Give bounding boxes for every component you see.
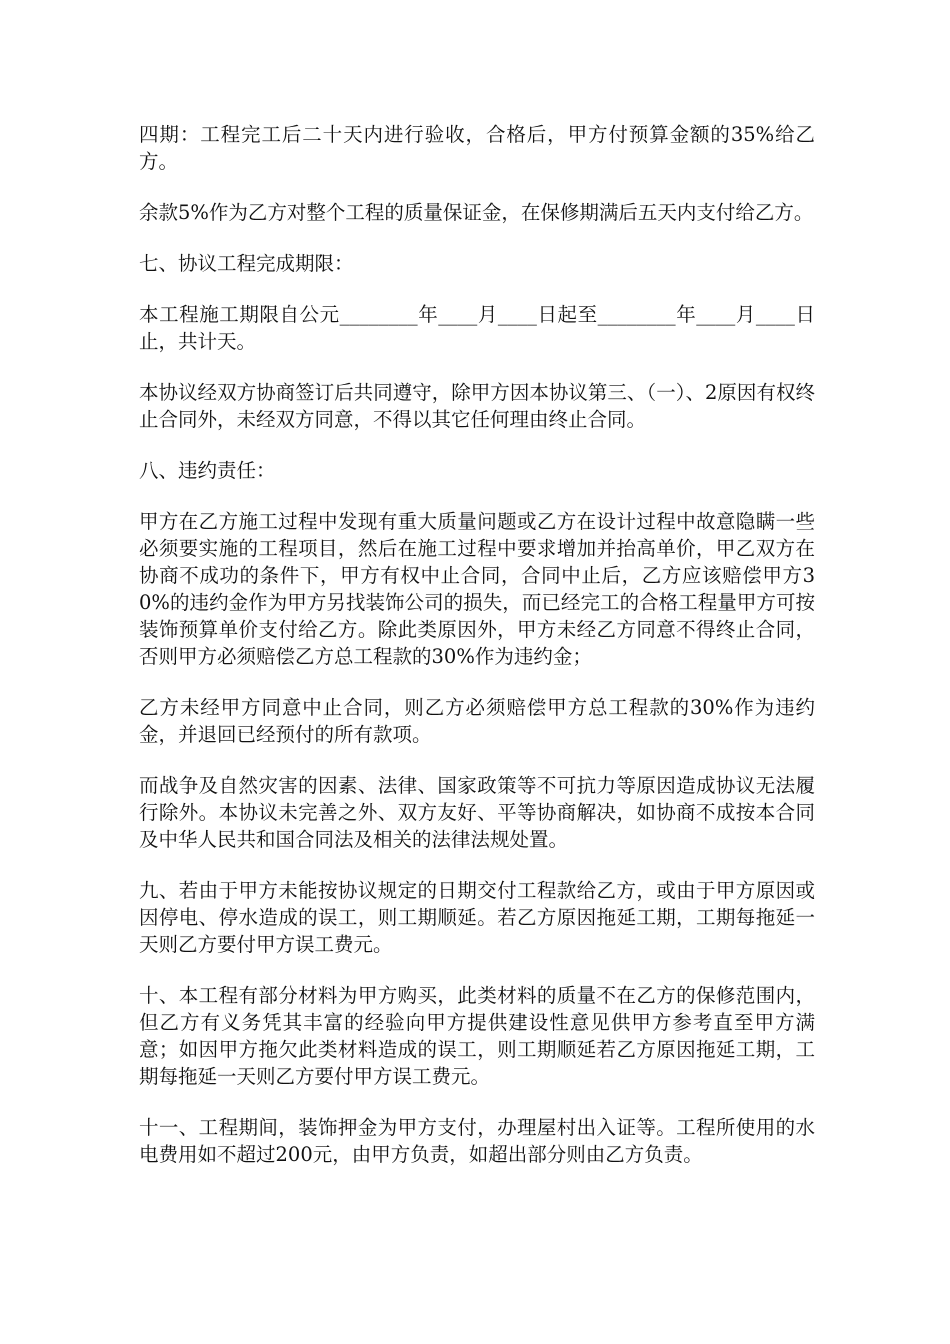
paragraph-phase-four-payment: 四期：工程完工后二十天内进行验收，合格后，甲方付预算金额的35%给乙方。: [139, 123, 815, 173]
section-heading-completion-period: 七、协议工程完成期限：: [139, 252, 354, 275]
paragraph-termination-clause: 本协议经双方协商签订后共同遵守，除甲方因本协议第三、（一）、2原因有权终止合同外，未经双方同意，不得以其它任何理由终止合同。: [139, 381, 815, 431]
paragraph-retention-balance: 余款5%作为乙方对整个工程的质量保证金，在保修期满后五天内支付给乙方。: [139, 201, 814, 224]
paragraph-force-majeure: 而战争及自然灾害的因素、法律、国家政策等不可抗力等原因造成协议无法履行除外。本协议未完善之外、双方友好、平等协商解决，如协商不成按本合同及中华人民共和国合同法及相关的法律法规处置。: [139, 774, 815, 851]
paragraph-party-a-termination: 甲方在乙方施工过程中发现有重大质量问题或乙方在设计过程中故意隐瞒一些必须要实施的工程项目，然后在施工过程中要求增加并抬高单价，甲乙双方在协商不成功的条件下，甲方有权中止合同，合同中止后，乙方应该赔偿甲方30%的违约金作为甲方另找装饰公司的损失，而已经完工的合格工程量甲方可按装饰预算单价支付给乙方。除此类原因外，甲方未经乙方同意不得终止合同，否则甲方必须赔偿乙方总工程款的30%作为违约金；: [139, 510, 815, 668]
document-body: [139, 121, 815, 1192]
section-nine-delay: 九、若由于甲方未能按协议规定的日期交付工程款给乙方，或由于甲方原因或因停电、停水造成的误工，则工期顺延。若乙方原因拖延工期，工期每拖延一天则乙方要付甲方误工费元。: [139, 879, 815, 956]
section-ten-materials: 十、本工程有部分材料为甲方购买，此类材料的质量不在乙方的保修范围内，但乙方有义务凭其丰富的经验向甲方提供建设性意见供甲方参考直至甲方满意；如因甲方拖欠此类材料造成的误工，则工期顺延若乙方原因拖延工期，工期每拖延一天则乙方要付甲方误工费元。: [139, 984, 815, 1088]
section-heading-breach-liability: 八、违约责任：: [139, 459, 276, 482]
paragraph-construction-period: 本工程施工期限自公元________年____月____日起至________年____月____日止，共计天。: [139, 303, 815, 353]
paragraph-party-b-termination: 乙方未经甲方同意中止合同，则乙方必须赔偿甲方总工程款的30%作为违约金，并退回已经预付的所有款项。: [139, 696, 815, 746]
section-eleven-deposit: 十一、工程期间，装饰押金为甲方支付，办理屋村出入证等。工程所使用的水电费用如不超过200元，由甲方负责，如超出部分则由乙方负责。: [139, 1116, 815, 1166]
